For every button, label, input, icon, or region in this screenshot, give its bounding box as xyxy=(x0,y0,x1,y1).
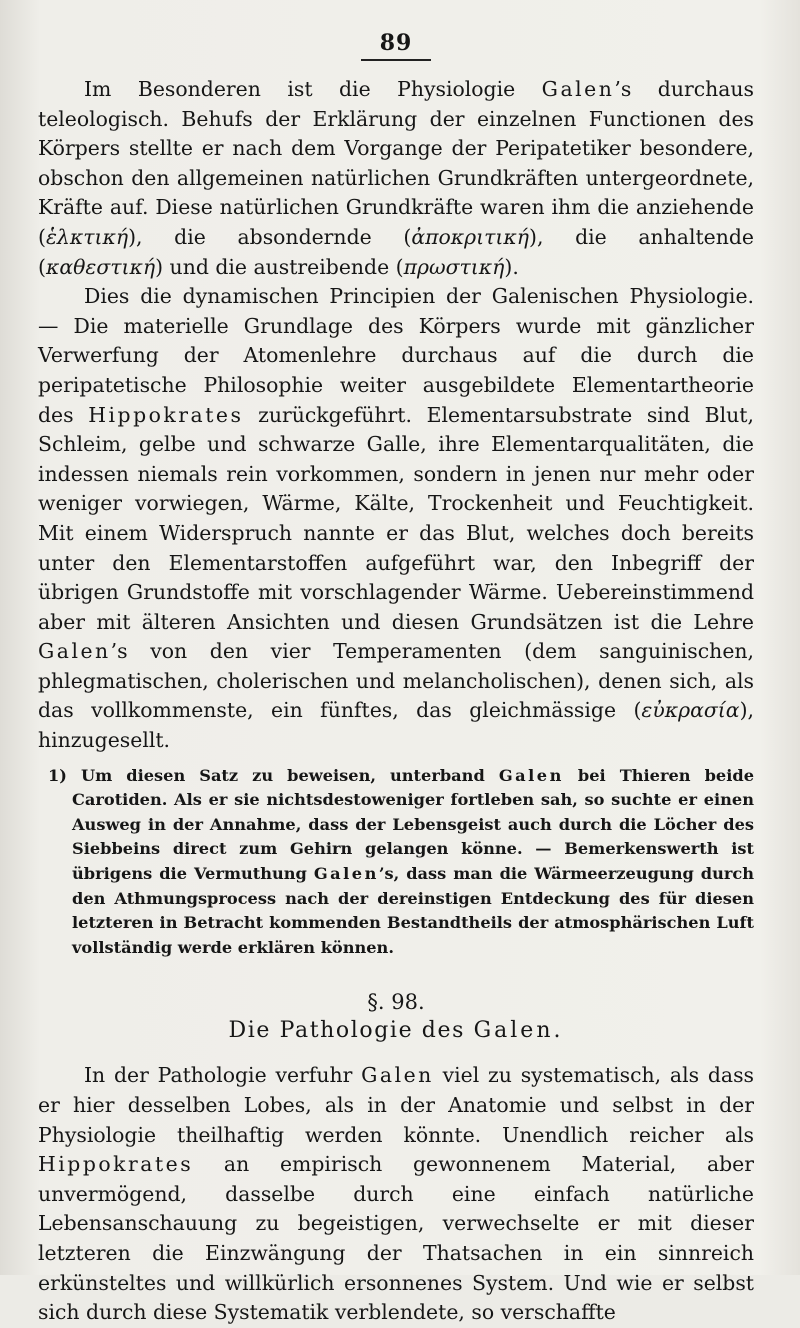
greek-term: καθεστική xyxy=(45,254,156,279)
text-run: ), die anhaltende ( xyxy=(38,224,755,279)
text-run: ’s, dass man die Wärmeerzeugung durch den Athmungsprocess nach der dereinstigen Entdeckung des für diesen letzteren in Betracht kommenden Bestandtheils der atmosphärischen Luft vollständig werde erklären können. xyxy=(72,864,754,957)
text-run: ’s von den vier Temperamenten (dem sanguinischen, phlegmatischen, cholerischen und melancholischen), denen sich, als das vollkommenste, ein fünftes, das gleichmässige ( xyxy=(38,639,754,723)
text-run: viel zu systematisch, als dass er hier desselben Lobes, als in der Anatomie und selbst in der Physiologie theilhaftig werden könnte. Unendlich reicher als xyxy=(38,1063,754,1147)
text-run: In der Pathologie verfuhr xyxy=(84,1063,362,1088)
text-run: ). xyxy=(504,254,519,279)
greek-term: εὐκρασία xyxy=(641,698,740,723)
text-run: ), die absondernde ( xyxy=(128,224,412,249)
section-title-name: Galen. xyxy=(473,1018,564,1044)
text-run: bei Thieren beide Carotiden. Als er sie nichtsdestoweniger fortleben sah, so suchte er einen Ausweg in der Annahme, dass der Lebensgeist auch durch die Löcher des Siebbeins direct zum Gehirn gelangen könne. — Bemerkenswerth ist übrigens die Vermuthung xyxy=(72,765,754,884)
spaced-name: Hippokrates xyxy=(38,1152,194,1177)
section-title-prefix: Die Pathologie des xyxy=(228,1018,474,1044)
text-run: ) und die austreibende ( xyxy=(155,254,404,279)
spaced-name: Galen xyxy=(541,77,615,101)
paragraph-dynamic-principles xyxy=(38,282,754,756)
spaced-name: Galen xyxy=(498,765,564,785)
text-run: 1) Um diesen Satz zu beweisen, unterband xyxy=(48,765,499,785)
section-number: §. 98. xyxy=(367,990,425,1015)
text-run: Dies die dynamischen Principien der Galenischen Physiologie. — Die materielle Grundlage des Körpers wurde mit gänzlicher Verwerfung der Atomenlehre durchaus auf die durch die peripatetische Philosophie weiter ausgebildete Elementartheorie des xyxy=(38,284,754,427)
text-run: ), hinzugesellt. xyxy=(38,698,754,753)
section-title xyxy=(38,1018,754,1043)
greek-term: ἀποκριτική xyxy=(411,224,529,249)
greek-term: ἑλκτική xyxy=(45,224,129,249)
footnote xyxy=(38,764,754,961)
page-number: 89 xyxy=(379,30,413,56)
spaced-name: Hippokrates xyxy=(88,402,244,427)
paragraph-pathology xyxy=(38,1061,754,1327)
spaced-name: Galen xyxy=(38,639,111,664)
spaced-name: Galen xyxy=(361,1063,434,1088)
spaced-name: Galen xyxy=(313,864,379,884)
page-number-rule xyxy=(361,59,431,61)
paragraph-physiology xyxy=(38,75,754,282)
text-run: ’s durchaus teleologisch. Behufs der Erklärung der einzelnen Functionen des Körpers stellte er nach dem Vorgange der Peripatetiker besondere, obschon den allgemeinen natürlichen Grundkräften untergeordnete, Kräfte auf. Diese natürlichen Grundkräfte waren ihm die anziehende ( xyxy=(38,77,755,249)
text-run: Im Besonderen ist die Physiologie xyxy=(84,77,542,101)
text-run: an empirisch gewonnenem Material, aber unvermögend, dasselbe durch eine einfach natürliche Lebensanschauung zu begeistigen, verwechselte er mit dieser letzteren die Einzwängung der Thatsachen in ein sinnreich erkünsteltes und willkürlich ersonnenes System. Und wie er selbst sich durch diese Systematik verblendete, so verschaffte xyxy=(38,1152,754,1325)
greek-term: πρωστική xyxy=(403,254,505,279)
text-run: zurückgeführt. Elementarsubstrate sind Blut, Schleim, gelbe und schwarze Galle, ihre Elementarqualitäten, die indessen niemals rein vorkommen, sondern in jenen nur mehr oder weniger vorwiegen, Wärme, Kälte, Trockenheit und Feuchtigkeit. Mit einem Widerspruch nannte er das Blut, welches doch bereits unter den Elementarstoffen aufgeführt war, den Inbegriff der übrigen Grundstoffe mit vorschlagender Wärme. Uebereinstimmend aber mit älteren Ansichten und diesen Grundsätzen ist die Lehre xyxy=(38,402,754,634)
